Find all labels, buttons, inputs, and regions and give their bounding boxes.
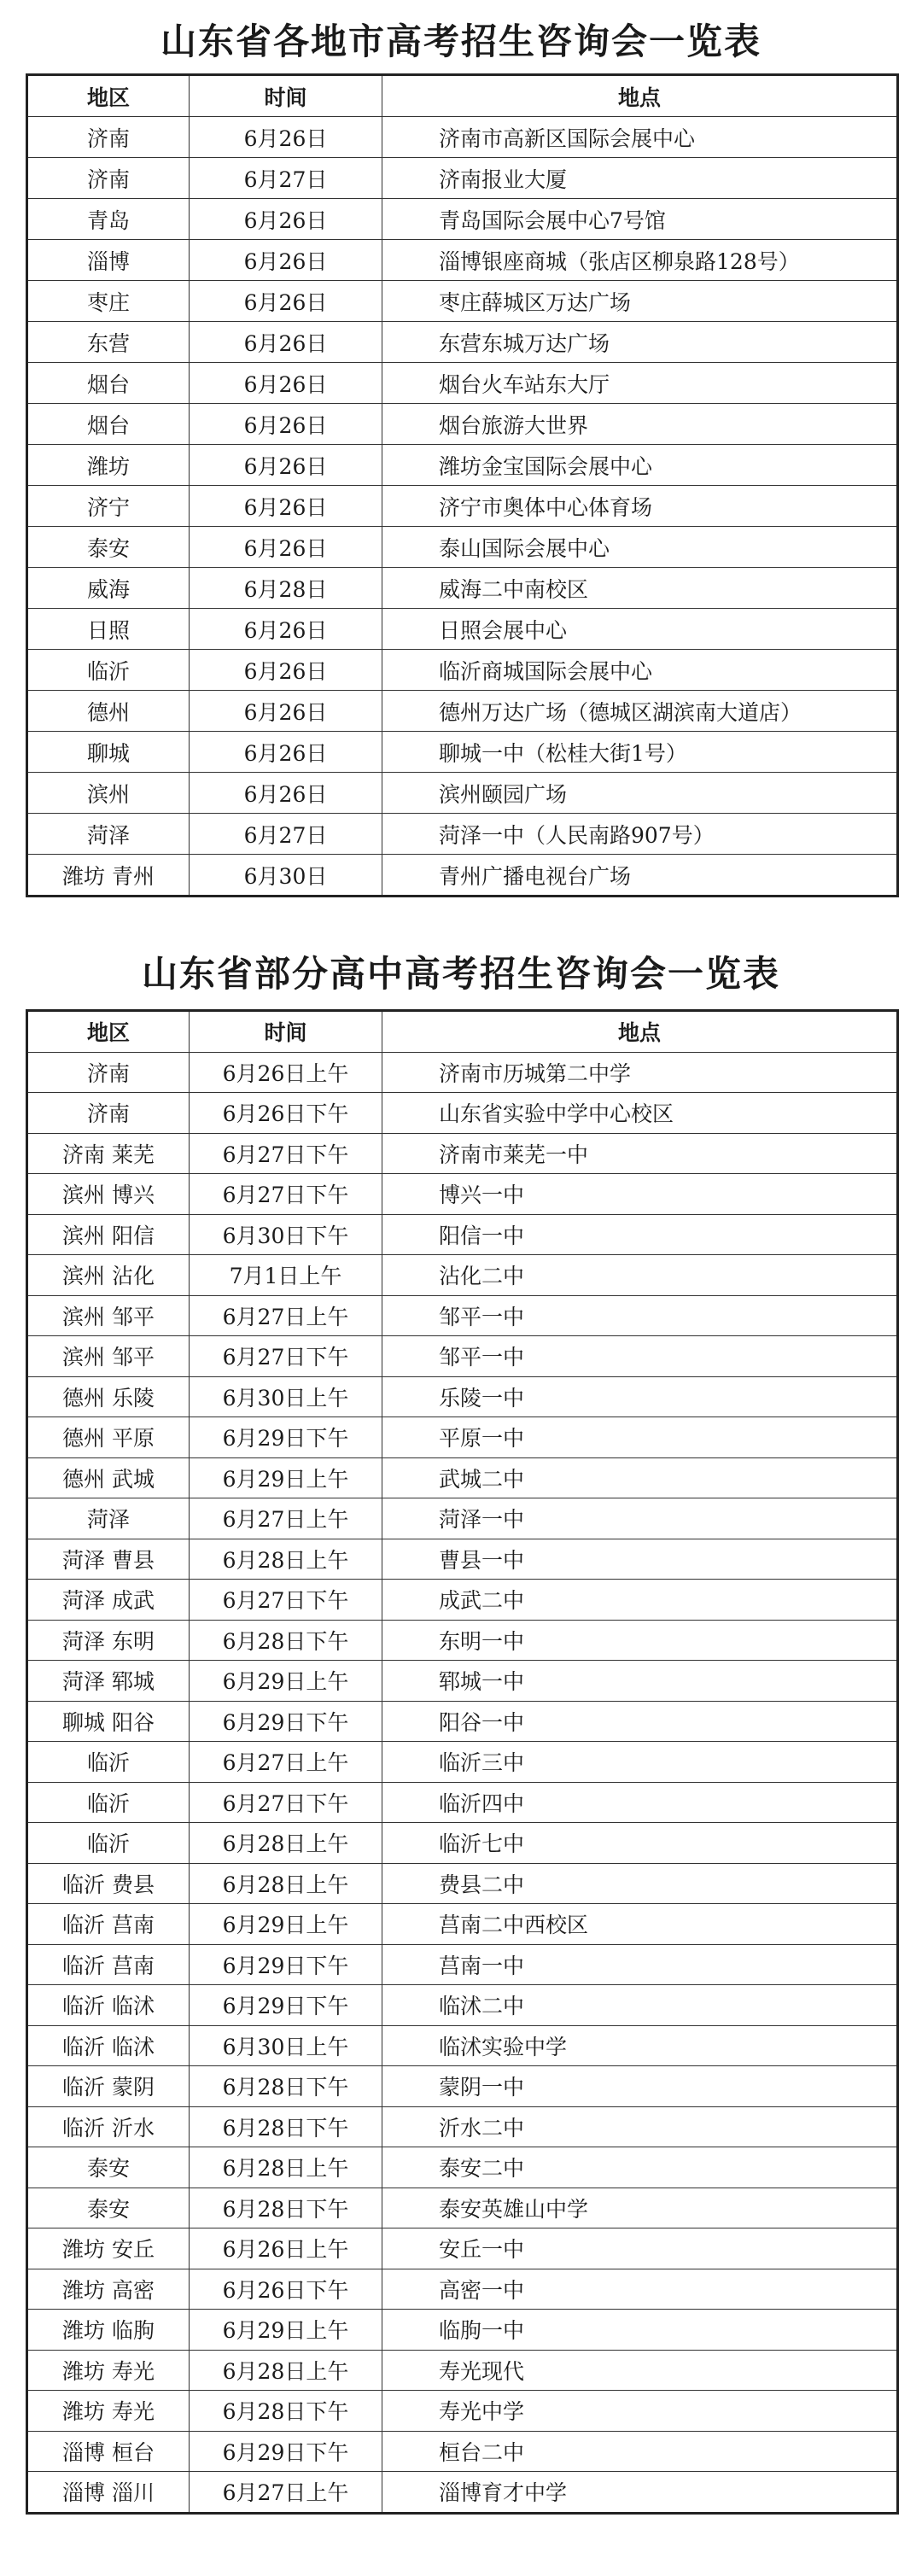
table-row <box>27 1701 898 1742</box>
header-time: 时间 <box>190 75 382 117</box>
table-row <box>27 609 898 650</box>
table-row <box>27 1782 898 1823</box>
cell-time: 6月26日 <box>190 773 382 814</box>
cell-region: 临沂 莒南 <box>27 1944 190 1985</box>
cell-region: 菏泽 东明 <box>27 1620 190 1661</box>
cell-place: 高密一中 <box>382 2269 898 2310</box>
school-fair-table-body <box>27 1052 898 2513</box>
cell-region: 德州 平原 <box>27 1417 190 1458</box>
cell-region: 德州 武城 <box>27 1457 190 1498</box>
table-row <box>27 1863 898 1904</box>
table-header-row <box>27 75 898 117</box>
table-row <box>27 1336 898 1377</box>
cell-place: 烟台旅游大世界 <box>382 404 898 445</box>
cell-place: 烟台火车站东大厅 <box>382 363 898 404</box>
table-row <box>27 158 898 199</box>
cell-time: 6月27日下午 <box>190 1336 382 1377</box>
city-fair-table-body <box>27 117 898 897</box>
header-time: 时间 <box>190 1011 382 1053</box>
cell-time: 6月29日下午 <box>190 1701 382 1742</box>
cell-region: 枣庄 <box>27 281 190 322</box>
cell-place: 临沂三中 <box>382 1742 898 1783</box>
cell-place: 临沭二中 <box>382 1985 898 2026</box>
table-row <box>27 527 898 568</box>
cell-region: 临沂 蒙阴 <box>27 2066 190 2107</box>
table-row <box>27 2228 898 2269</box>
cell-region: 菏泽 <box>27 814 190 855</box>
table-row <box>27 199 898 240</box>
cell-place: 滨州颐园广场 <box>382 773 898 814</box>
cell-time: 6月26日 <box>190 404 382 445</box>
table-row <box>27 2188 898 2228</box>
cell-region: 德州 乐陵 <box>27 1376 190 1417</box>
table-row <box>27 1457 898 1498</box>
cell-region: 济南 <box>27 117 190 158</box>
cell-place: 沾化二中 <box>382 1255 898 1296</box>
cell-place: 淄博银座商城（张店区柳泉路128号） <box>382 240 898 281</box>
cell-place: 邹平一中 <box>382 1336 898 1377</box>
cell-time: 6月29日下午 <box>190 2431 382 2472</box>
cell-time: 6月26日上午 <box>190 2228 382 2269</box>
table-row <box>27 814 898 855</box>
table-row <box>27 2310 898 2351</box>
cell-region: 济南 <box>27 1052 190 1093</box>
table-row <box>27 1539 898 1580</box>
table-row <box>27 1904 898 1945</box>
cell-time: 7月1日上午 <box>190 1255 382 1296</box>
cell-time: 6月29日下午 <box>190 1944 382 1985</box>
cell-place: 青州广播电视台广场 <box>382 855 898 897</box>
cell-time: 6月26日 <box>190 240 382 281</box>
table-row <box>27 2472 898 2514</box>
cell-region: 日照 <box>27 609 190 650</box>
cell-region: 滨州 博兴 <box>27 1174 190 1215</box>
table-row <box>27 1580 898 1621</box>
cell-place: 潍坊金宝国际会展中心 <box>382 445 898 486</box>
cell-place: 日照会展中心 <box>382 609 898 650</box>
table-row <box>27 486 898 527</box>
cell-place: 菏泽一中（人民南路907号） <box>382 814 898 855</box>
cell-time: 6月27日上午 <box>190 1295 382 1336</box>
cell-time: 6月30日下午 <box>190 1214 382 1255</box>
cell-region: 临沂 <box>27 1823 190 1864</box>
cell-time: 6月29日下午 <box>190 1417 382 1458</box>
cell-time: 6月30日上午 <box>190 2025 382 2066</box>
table-row <box>27 1417 898 1458</box>
header-region: 地区 <box>27 1011 190 1053</box>
cell-time: 6月26日 <box>190 281 382 322</box>
header-region: 地区 <box>27 75 190 117</box>
cell-place: 济南报业大厦 <box>382 158 898 199</box>
cell-time: 6月29日上午 <box>190 1661 382 1702</box>
cell-place: 泰山国际会展中心 <box>382 527 898 568</box>
cell-time: 6月27日上午 <box>190 2472 382 2514</box>
table-row <box>27 2391 898 2432</box>
cell-place: 莒南二中西校区 <box>382 1904 898 1945</box>
cell-region: 滨州 邹平 <box>27 1295 190 1336</box>
cell-region: 菏泽 郓城 <box>27 1661 190 1702</box>
cell-place: 济南市莱芜一中 <box>382 1133 898 1174</box>
cell-place: 阳信一中 <box>382 1214 898 1255</box>
cell-place: 桓台二中 <box>382 2431 898 2472</box>
cell-time: 6月28日 <box>190 568 382 609</box>
cell-region: 淄博 <box>27 240 190 281</box>
cell-region: 烟台 <box>27 363 190 404</box>
cell-place: 沂水二中 <box>382 2106 898 2147</box>
cell-region: 淄博 桓台 <box>27 2431 190 2472</box>
cell-time: 6月26日 <box>190 199 382 240</box>
school-fair-title: 山东省部分高中高考招生咨询会一览表 <box>141 953 780 995</box>
cell-region: 济南 <box>27 158 190 199</box>
cell-time: 6月26日 <box>190 363 382 404</box>
cell-region: 临沂 莒南 <box>27 1904 190 1945</box>
city-fair-title: 山东省各地市高考招生咨询会一览表 <box>160 20 762 62</box>
cell-place: 泰安二中 <box>382 2147 898 2188</box>
cell-time: 6月26日 <box>190 322 382 363</box>
cell-time: 6月27日下午 <box>190 1580 382 1621</box>
cell-region: 临沂 <box>27 650 190 691</box>
table-row <box>27 2025 898 2066</box>
cell-time: 6月28日下午 <box>190 2391 382 2432</box>
cell-region: 临沂 沂水 <box>27 2106 190 2147</box>
cell-time: 6月26日 <box>190 527 382 568</box>
cell-place: 莒南一中 <box>382 1944 898 1985</box>
table-row <box>27 281 898 322</box>
cell-place: 淄博育才中学 <box>382 2472 898 2514</box>
table-row <box>27 2066 898 2107</box>
cell-place: 临沂四中 <box>382 1782 898 1823</box>
cell-place: 临沂七中 <box>382 1823 898 1864</box>
table-row <box>27 1214 898 1255</box>
cell-place: 聊城一中（松桂大街1号） <box>382 732 898 773</box>
table-row <box>27 1985 898 2026</box>
cell-time: 6月26日 <box>190 650 382 691</box>
cell-time: 6月26日 <box>190 486 382 527</box>
cell-time: 6月28日下午 <box>190 2066 382 2107</box>
table-row <box>27 2106 898 2147</box>
cell-place: 费县二中 <box>382 1863 898 1904</box>
table-header-row <box>27 1011 898 1053</box>
table-row <box>27 732 898 773</box>
cell-region: 临沂 临沭 <box>27 2025 190 2066</box>
cell-region: 济南 <box>27 1093 190 1134</box>
cell-place: 山东省实验中学中心校区 <box>382 1093 898 1134</box>
header-place: 地点 <box>382 1011 898 1053</box>
table-row <box>27 650 898 691</box>
cell-place: 威海二中南校区 <box>382 568 898 609</box>
cell-time: 6月26日上午 <box>190 1052 382 1093</box>
cell-region: 聊城 <box>27 732 190 773</box>
table-row <box>27 2350 898 2391</box>
table-row <box>27 1133 898 1174</box>
cell-region: 临沂 费县 <box>27 1863 190 1904</box>
cell-region: 滨州 邹平 <box>27 1336 190 1377</box>
table-row <box>27 1295 898 1336</box>
cell-region: 潍坊 临朐 <box>27 2310 190 2351</box>
cell-time: 6月26日 <box>190 117 382 158</box>
cell-region: 菏泽 <box>27 1498 190 1539</box>
cell-region: 潍坊 寿光 <box>27 2350 190 2391</box>
cell-time: 6月30日 <box>190 855 382 897</box>
cell-place: 德州万达广场（德城区湖滨南大道店） <box>382 691 898 732</box>
cell-time: 6月26日下午 <box>190 2269 382 2310</box>
table-row <box>27 1093 898 1134</box>
cell-time: 6月27日上午 <box>190 1498 382 1539</box>
cell-region: 潍坊 <box>27 445 190 486</box>
cell-time: 6月28日上午 <box>190 2350 382 2391</box>
cell-time: 6月27日 <box>190 158 382 199</box>
table-row <box>27 568 898 609</box>
table-row <box>27 322 898 363</box>
cell-region: 临沂 <box>27 1782 190 1823</box>
cell-place: 平原一中 <box>382 1417 898 1458</box>
cell-region: 淄博 淄川 <box>27 2472 190 2514</box>
cell-time: 6月29日上午 <box>190 2310 382 2351</box>
cell-place: 东营东城万达广场 <box>382 322 898 363</box>
cell-time: 6月27日下午 <box>190 1174 382 1215</box>
table-row <box>27 1376 898 1417</box>
cell-place: 郓城一中 <box>382 1661 898 1702</box>
table-row <box>27 1498 898 1539</box>
table-row <box>27 240 898 281</box>
cell-time: 6月26日 <box>190 609 382 650</box>
cell-time: 6月28日下午 <box>190 2188 382 2228</box>
table-row <box>27 1742 898 1783</box>
cell-time: 6月28日下午 <box>190 2106 382 2147</box>
cell-place: 泰安英雄山中学 <box>382 2188 898 2228</box>
cell-time: 6月29日下午 <box>190 1985 382 2026</box>
cell-region: 潍坊 青州 <box>27 855 190 897</box>
cell-time: 6月28日上午 <box>190 1863 382 1904</box>
cell-place: 乐陵一中 <box>382 1376 898 1417</box>
cell-region: 东营 <box>27 322 190 363</box>
cell-time: 6月26日 <box>190 445 382 486</box>
table-row <box>27 773 898 814</box>
cell-place: 邹平一中 <box>382 1295 898 1336</box>
table-row <box>27 1823 898 1864</box>
cell-region: 滨州 <box>27 773 190 814</box>
table-row <box>27 855 898 897</box>
cell-time: 6月28日下午 <box>190 1620 382 1661</box>
cell-region: 滨州 沾化 <box>27 1255 190 1296</box>
cell-time: 6月29日上午 <box>190 1457 382 1498</box>
cell-region: 济南 莱芜 <box>27 1133 190 1174</box>
cell-region: 泰安 <box>27 527 190 568</box>
table-row <box>27 404 898 445</box>
cell-region: 青岛 <box>27 199 190 240</box>
table-row <box>27 2431 898 2472</box>
cell-region: 菏泽 曹县 <box>27 1539 190 1580</box>
cell-place: 临朐一中 <box>382 2310 898 2351</box>
cell-place: 寿光现代 <box>382 2350 898 2391</box>
cell-region: 德州 <box>27 691 190 732</box>
cell-place: 临沂商城国际会展中心 <box>382 650 898 691</box>
cell-place: 济宁市奥体中心体育场 <box>382 486 898 527</box>
cell-place: 成武二中 <box>382 1580 898 1621</box>
cell-region: 泰安 <box>27 2188 190 2228</box>
table-row <box>27 2269 898 2310</box>
table-row <box>27 363 898 404</box>
cell-region: 潍坊 高密 <box>27 2269 190 2310</box>
cell-place: 青岛国际会展中心7号馆 <box>382 199 898 240</box>
cell-time: 6月27日上午 <box>190 1742 382 1783</box>
cell-place: 临沭实验中学 <box>382 2025 898 2066</box>
cell-region: 威海 <box>27 568 190 609</box>
table-row <box>27 117 898 158</box>
table-row <box>27 691 898 732</box>
table-row <box>27 1174 898 1215</box>
header-place: 地点 <box>382 75 898 117</box>
table-row <box>27 1620 898 1661</box>
cell-place: 菏泽一中 <box>382 1498 898 1539</box>
cell-place: 东明一中 <box>382 1620 898 1661</box>
cell-region: 烟台 <box>27 404 190 445</box>
cell-time: 6月27日下午 <box>190 1782 382 1823</box>
cell-region: 泰安 <box>27 2147 190 2188</box>
cell-time: 6月29日上午 <box>190 1904 382 1945</box>
cell-place: 枣庄薛城区万达广场 <box>382 281 898 322</box>
table-row <box>27 1661 898 1702</box>
cell-time: 6月28日上午 <box>190 1823 382 1864</box>
table-row <box>27 2147 898 2188</box>
cell-place: 寿光中学 <box>382 2391 898 2432</box>
cell-region: 济宁 <box>27 486 190 527</box>
cell-time: 6月26日 <box>190 691 382 732</box>
school-fair-table <box>26 1009 899 2515</box>
cell-region: 菏泽 成武 <box>27 1580 190 1621</box>
cell-region: 潍坊 安丘 <box>27 2228 190 2269</box>
cell-place: 济南市高新区国际会展中心 <box>382 117 898 158</box>
cell-place: 曹县一中 <box>382 1539 898 1580</box>
cell-place: 安丘一中 <box>382 2228 898 2269</box>
cell-region: 滨州 阳信 <box>27 1214 190 1255</box>
cell-time: 6月28日上午 <box>190 1539 382 1580</box>
table-row <box>27 445 898 486</box>
cell-time: 6月26日下午 <box>190 1093 382 1134</box>
table-row <box>27 1944 898 1985</box>
cell-time: 6月26日 <box>190 732 382 773</box>
cell-place: 博兴一中 <box>382 1174 898 1215</box>
cell-region: 临沂 临沭 <box>27 1985 190 2026</box>
cell-time: 6月27日下午 <box>190 1133 382 1174</box>
cell-time: 6月27日 <box>190 814 382 855</box>
cell-time: 6月30日上午 <box>190 1376 382 1417</box>
cell-place: 武城二中 <box>382 1457 898 1498</box>
cell-region: 临沂 <box>27 1742 190 1783</box>
table-row <box>27 1052 898 1093</box>
cell-region: 聊城 阳谷 <box>27 1701 190 1742</box>
cell-time: 6月28日上午 <box>190 2147 382 2188</box>
cell-place: 济南市历城第二中学 <box>382 1052 898 1093</box>
city-fair-table <box>26 73 899 897</box>
table-row <box>27 1255 898 1296</box>
cell-region: 潍坊 寿光 <box>27 2391 190 2432</box>
cell-place: 阳谷一中 <box>382 1701 898 1742</box>
cell-place: 蒙阴一中 <box>382 2066 898 2107</box>
